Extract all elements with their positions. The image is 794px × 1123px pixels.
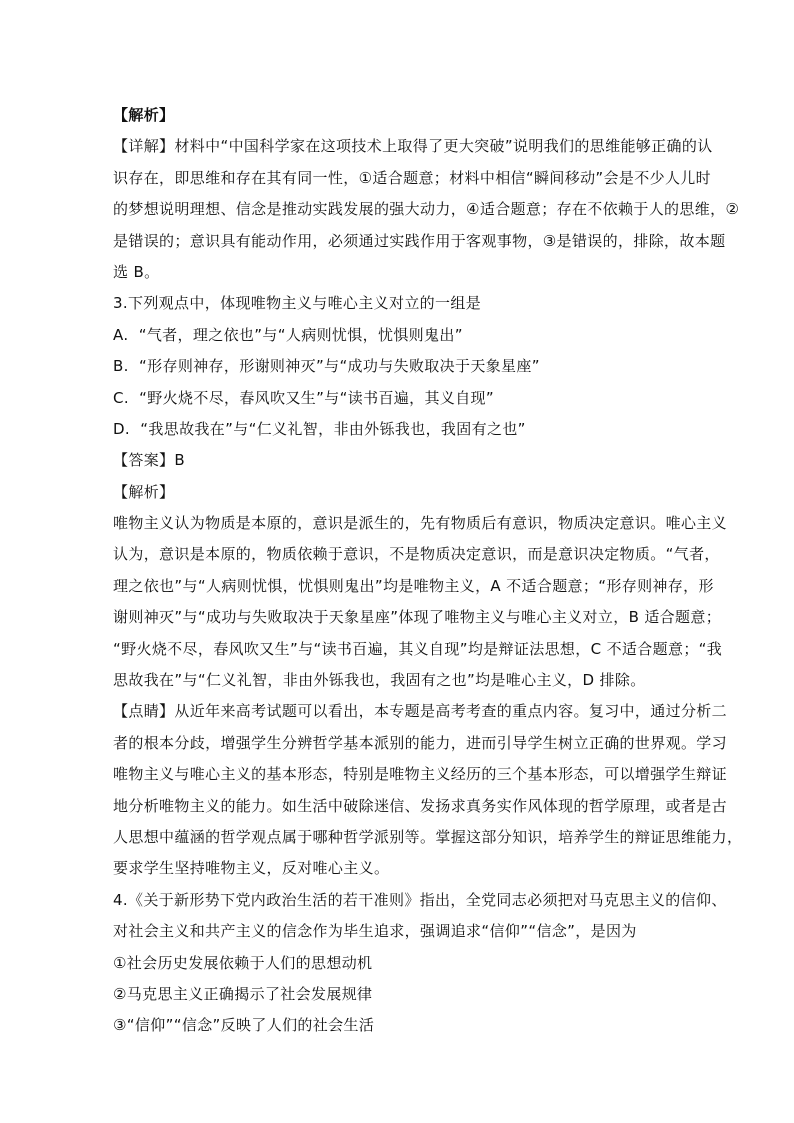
statement-2: ②马克思主义正确揭示了社会发展规律: [113, 984, 373, 1003]
option-a: A. “气者，理之依也”与“人病则忧惧，忧惧则鬼出”: [113, 325, 463, 344]
text-line: 【点睛】从近年来高考试题可以看出，本专题是高考考查的重点内容。复习中，通过分析二: [113, 702, 728, 721]
text-line: 选 B。: [113, 262, 160, 281]
answer-label: 【答案】B: [113, 451, 186, 470]
question-4: [113, 885, 727, 1042]
answer-3: [113, 445, 685, 476]
question-stem: 3.下列观点中，体现唯物主义与唯心主义对立的一组是: [113, 294, 482, 313]
analysis-label: 【解析】: [113, 482, 175, 501]
analysis-heading-3: [113, 477, 685, 508]
analysis-label: 【解析】: [113, 106, 175, 124]
text-line: 唯物主义与唯心主义的基本形态，特别是唯物主义经历的三个基本形态，可以增强学生辩证: [113, 765, 728, 784]
option-d: D. “我思故我在”与“仁义礼智，非由外铄我也，我固有之也”: [113, 419, 526, 438]
text-line: 的梦想说明理想、信念是推动实践发展的强大动力，④适合题意；存在不依赖于人的思维，②: [113, 200, 740, 219]
statement-1: ①社会历史发展依赖于人们的思想动机: [113, 953, 373, 972]
text-line: 【详解】材料中“中国科学家在这项技术上取得了更大突破”说明我们的思维能够正确的认: [113, 137, 713, 156]
key-point-3: [113, 696, 743, 884]
text-line: 思故我在”与“仁义礼智，非由外铄我也，我固有之也”均是唯心主义，D 排除。: [113, 671, 646, 690]
text-line: 者的根本分歧，增强学生分辨哲学基本派别的能力，进而引导学生树立正确的世界观。学习: [113, 733, 728, 752]
text-line: 地分析唯物主义的能力。如生活中破除迷信、发扬求真务实作风体现的哲学原理，或者是古: [113, 796, 728, 815]
text-line: 要求学生坚持唯物主义，反对唯心主义。: [113, 859, 390, 878]
analysis-heading: [113, 100, 685, 131]
document-page: [113, 100, 743, 1042]
text-line: “野火烧不尽，春风吹又生”与“读书百遍，其义自现”均是辩证法思想，C 不适合题意；“我: [113, 639, 723, 658]
option-c: C. “野火烧不尽，春风吹又生”与“读书百遍，其义自现”: [113, 388, 495, 407]
text-line: 理之依也”与“人病则忧惧，忧惧则鬼出”均是唯物主义，A 不适合题意；“形存则神存，形: [113, 576, 714, 595]
question-stem: 对社会主义和共产主义的信念作为毕生追求，强调追求“信仰”“信念”，是因为: [113, 922, 637, 941]
option-b: B. “形存则神存，形谢则神灭”与“成功与失败取决于天象星座”: [113, 357, 540, 376]
text-line: 谢则神灭”与“成功与失败取决于天象星座”体现了唯物主义与唯心主义对立，B 适合题意；: [113, 608, 722, 627]
text-line: 是错误的；意识具有能动作用，必须通过实践作用于客观事物，③是错误的，排除，故本题: [113, 231, 726, 250]
statement-3: ③“信仰”“信念”反映了人们的社会生活: [113, 1016, 375, 1035]
question-3: [113, 288, 685, 445]
detailed-explanation: [113, 131, 740, 288]
analysis-3: [113, 508, 728, 696]
question-stem: 4.《关于新形势下党内政治生活的若干准则》指出，全党同志必须把对马克思主义的信仰、: [113, 890, 727, 909]
text-line: 唯物主义认为物质是本原的，意识是派生的，先有物质后有意识，物质决定意识。唯心主义: [113, 514, 728, 533]
text-line: 认为，意识是本原的，物质依赖于意识，不是物质决定意识，而是意识决定物质。“气者，: [113, 545, 720, 564]
text-line: 人思想中蕴涵的哲学观点属于哪种哲学派别等。掌握这部分知识，培养学生的辩证思维能力，: [113, 827, 743, 846]
text-line: 识存在，即思维和存在其有同一性，①适合题意；材料中相信“瞬间移动”会是不少人儿时: [113, 168, 711, 187]
